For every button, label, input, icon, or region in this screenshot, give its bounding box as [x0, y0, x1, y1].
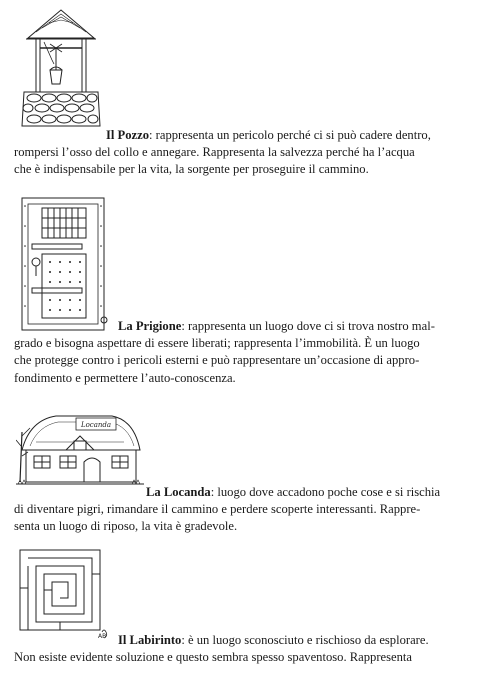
- term-inn: La Locanda: [146, 485, 211, 499]
- svg-text:AB: AB: [98, 633, 107, 640]
- svg-text:Locanda: Locanda: [80, 421, 112, 429]
- term-labyrinth: Il Labirinto: [118, 633, 182, 647]
- labyrinth-illustration: [18, 548, 110, 640]
- inn-illustration: [16, 406, 144, 488]
- entry-prison: La Prigione: rappresenta un luogo dove ci si trova nostro mal- grado e bisogna aspettare di essere liberati; rappresenta l’immobilità. È un luogo che protegge contro i pericoli esterni e può rappresentare un’occasione di appro- fondimento e permettere l’auto-conoscenza.: [14, 319, 435, 385]
- entry-labyrinth: Il Labirinto: è un luogo sconosciuto e rischioso da esplorare. Non esiste evidente soluzione e questo sembra spesso spaventoso. Rappresenta: [14, 633, 429, 665]
- prison-door-illustration: [20, 196, 112, 334]
- term-well: Il Pozzo: [106, 128, 150, 142]
- entry-well: Il Pozzo: rappresenta un pericolo perché ci si può cadere dentro, rompersi l’osso del collo e annegare. Rappresenta la salvezza perché ha l’acqua che è indispensabile per la vita, la sorgente per proseguire il cammino.: [14, 128, 431, 177]
- term-prison: La Prigione: [118, 319, 182, 333]
- well-illustration: [16, 8, 106, 133]
- entry-inn: La Locanda: luogo dove accadono poche cose e si rischia di diventare pigri, rimandare il cammino e perdere scoperte interessanti. Rappre- senta un luogo di riposo, la vita è gradevole.: [14, 485, 441, 534]
